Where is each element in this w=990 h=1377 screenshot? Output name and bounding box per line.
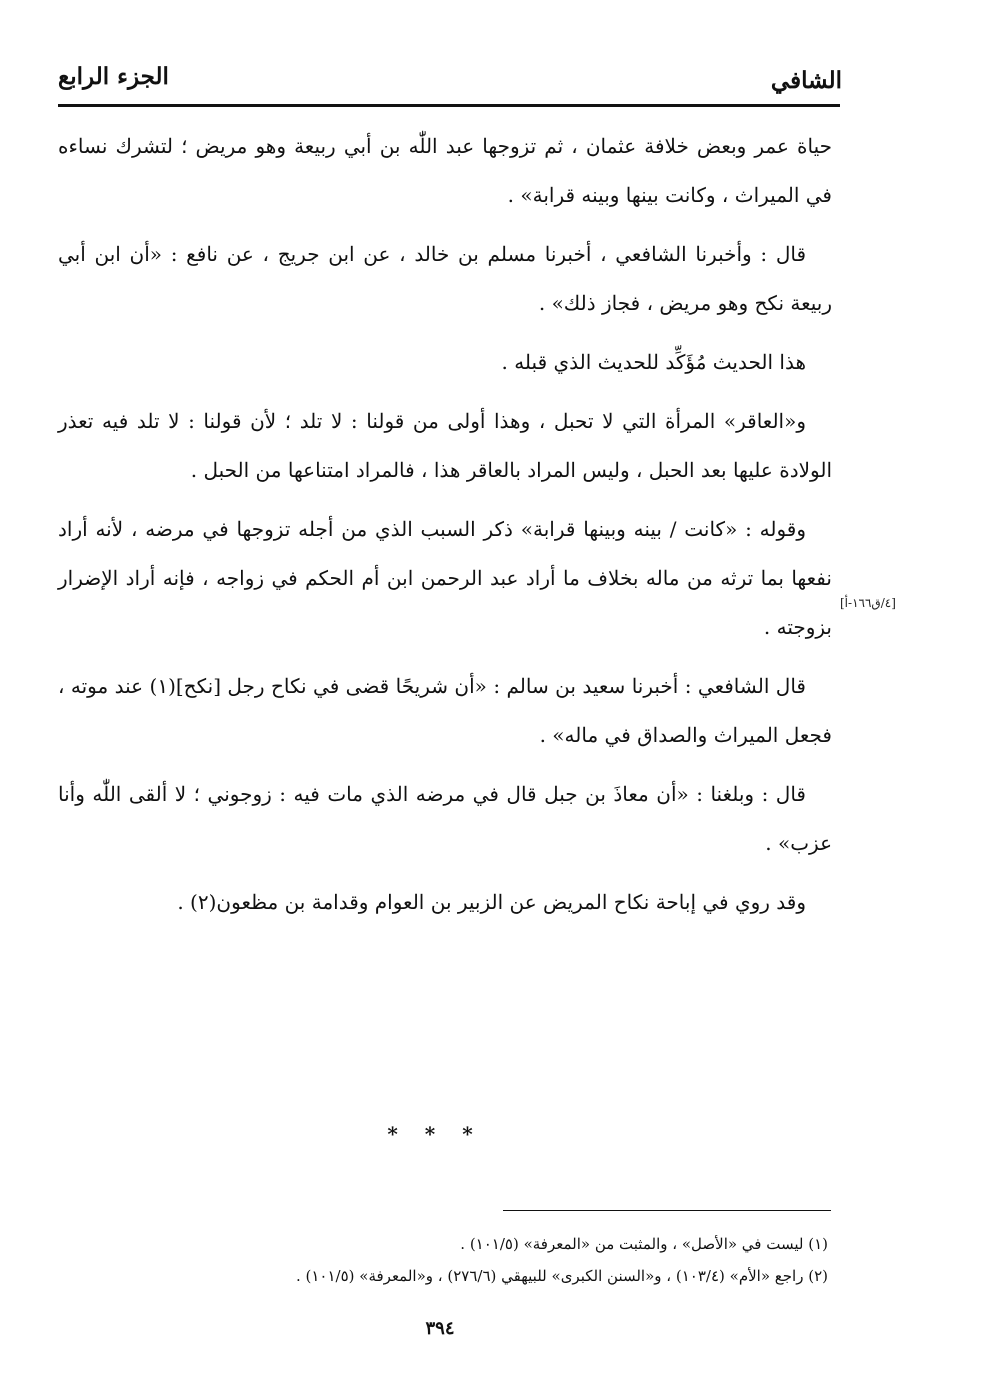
section-separator: * * * — [387, 1122, 483, 1146]
paragraph-3: هذا الحديث مُؤَكِّد للحديث الذي قبله . — [501, 350, 806, 374]
footnotes — [110, 1228, 828, 1292]
volume-title: الجزء الرابع — [58, 63, 169, 90]
footnote-1: (١) ليست في «الأصل» ، والمثبت من «المعرفة» (١٠١/٥) . — [460, 1235, 828, 1253]
footnote-divider — [503, 1210, 831, 1211]
header-divider — [58, 104, 840, 107]
main-text — [58, 122, 832, 937]
page-number: ٣٩٤ — [425, 1318, 455, 1339]
paragraph-4: و«العاقر» المرأة التي لا تحبل ، وهذا أولى من قولنا : لا تلد ؛ لأن قولنا : لا تلد فيه تعذر الولادة عليها بعد الحبل ، وليس المراد بالعاقر هذا ، فالمراد امتناعها من الحبل . — [58, 409, 832, 482]
paragraph-2: قال : وأخبرنا الشافعي ، أخبرنا مسلم بن خالد ، عن ابن جريج ، عن نافع : «أن ابن أبي ربيعة نكح وهو مريض ، فجاز ذلك» . — [58, 242, 832, 315]
book-title: الشافي — [770, 67, 842, 94]
page-header — [58, 62, 842, 100]
paragraph-8: وقد روي في إباحة نكاح المريض عن الزبير بن العوام وقدامة بن مظعون(٢) . — [177, 890, 806, 914]
paragraph-6: قال الشافعي : أخبرنا سعيد بن سالم : «أن شريحًا قضى في نكاح رجل [نكح](١) عند موته ، فجعل الميراث والصداق في ماله» . — [58, 674, 832, 747]
manuscript-folio-note: [٤/ق١٦٦-أ] — [840, 596, 896, 610]
paragraph-5: وقوله : «كانت / بينه وبينها قرابة» ذكر السبب الذي من أجله تزوجها في مرضه ، لأنه أراد نفعها بما ترثه من ماله بخلاف ما أراد عبد الرحمن ابن أم الحكم في زواجه ، فإنه أراد الإضرار بزوجته . — [58, 517, 832, 639]
paragraph-7: قال : وبلغنا : «أن معاذَ بن جبل قال في مرضه الذي مات فيه : زوجوني ؛ لا ألقى اللّٰه وأنا عزب» . — [58, 782, 832, 855]
paragraph-1: حياة عمر وبعض خلافة عثمان ، ثم تزوجها عبد اللّٰه بن أبي ربيعة وهو مريض ؛ لتشرك نساءه في الميراث ، وكانت بينها وبينه قرابة» . — [58, 134, 833, 207]
footnote-2: (٢) راجع «الأم» (١٠٣/٤) ، و«السنن الكبرى» للبيهقي (٢٧٦/٦) ، و«المعرفة» (١٠١/٥) . — [295, 1267, 828, 1285]
